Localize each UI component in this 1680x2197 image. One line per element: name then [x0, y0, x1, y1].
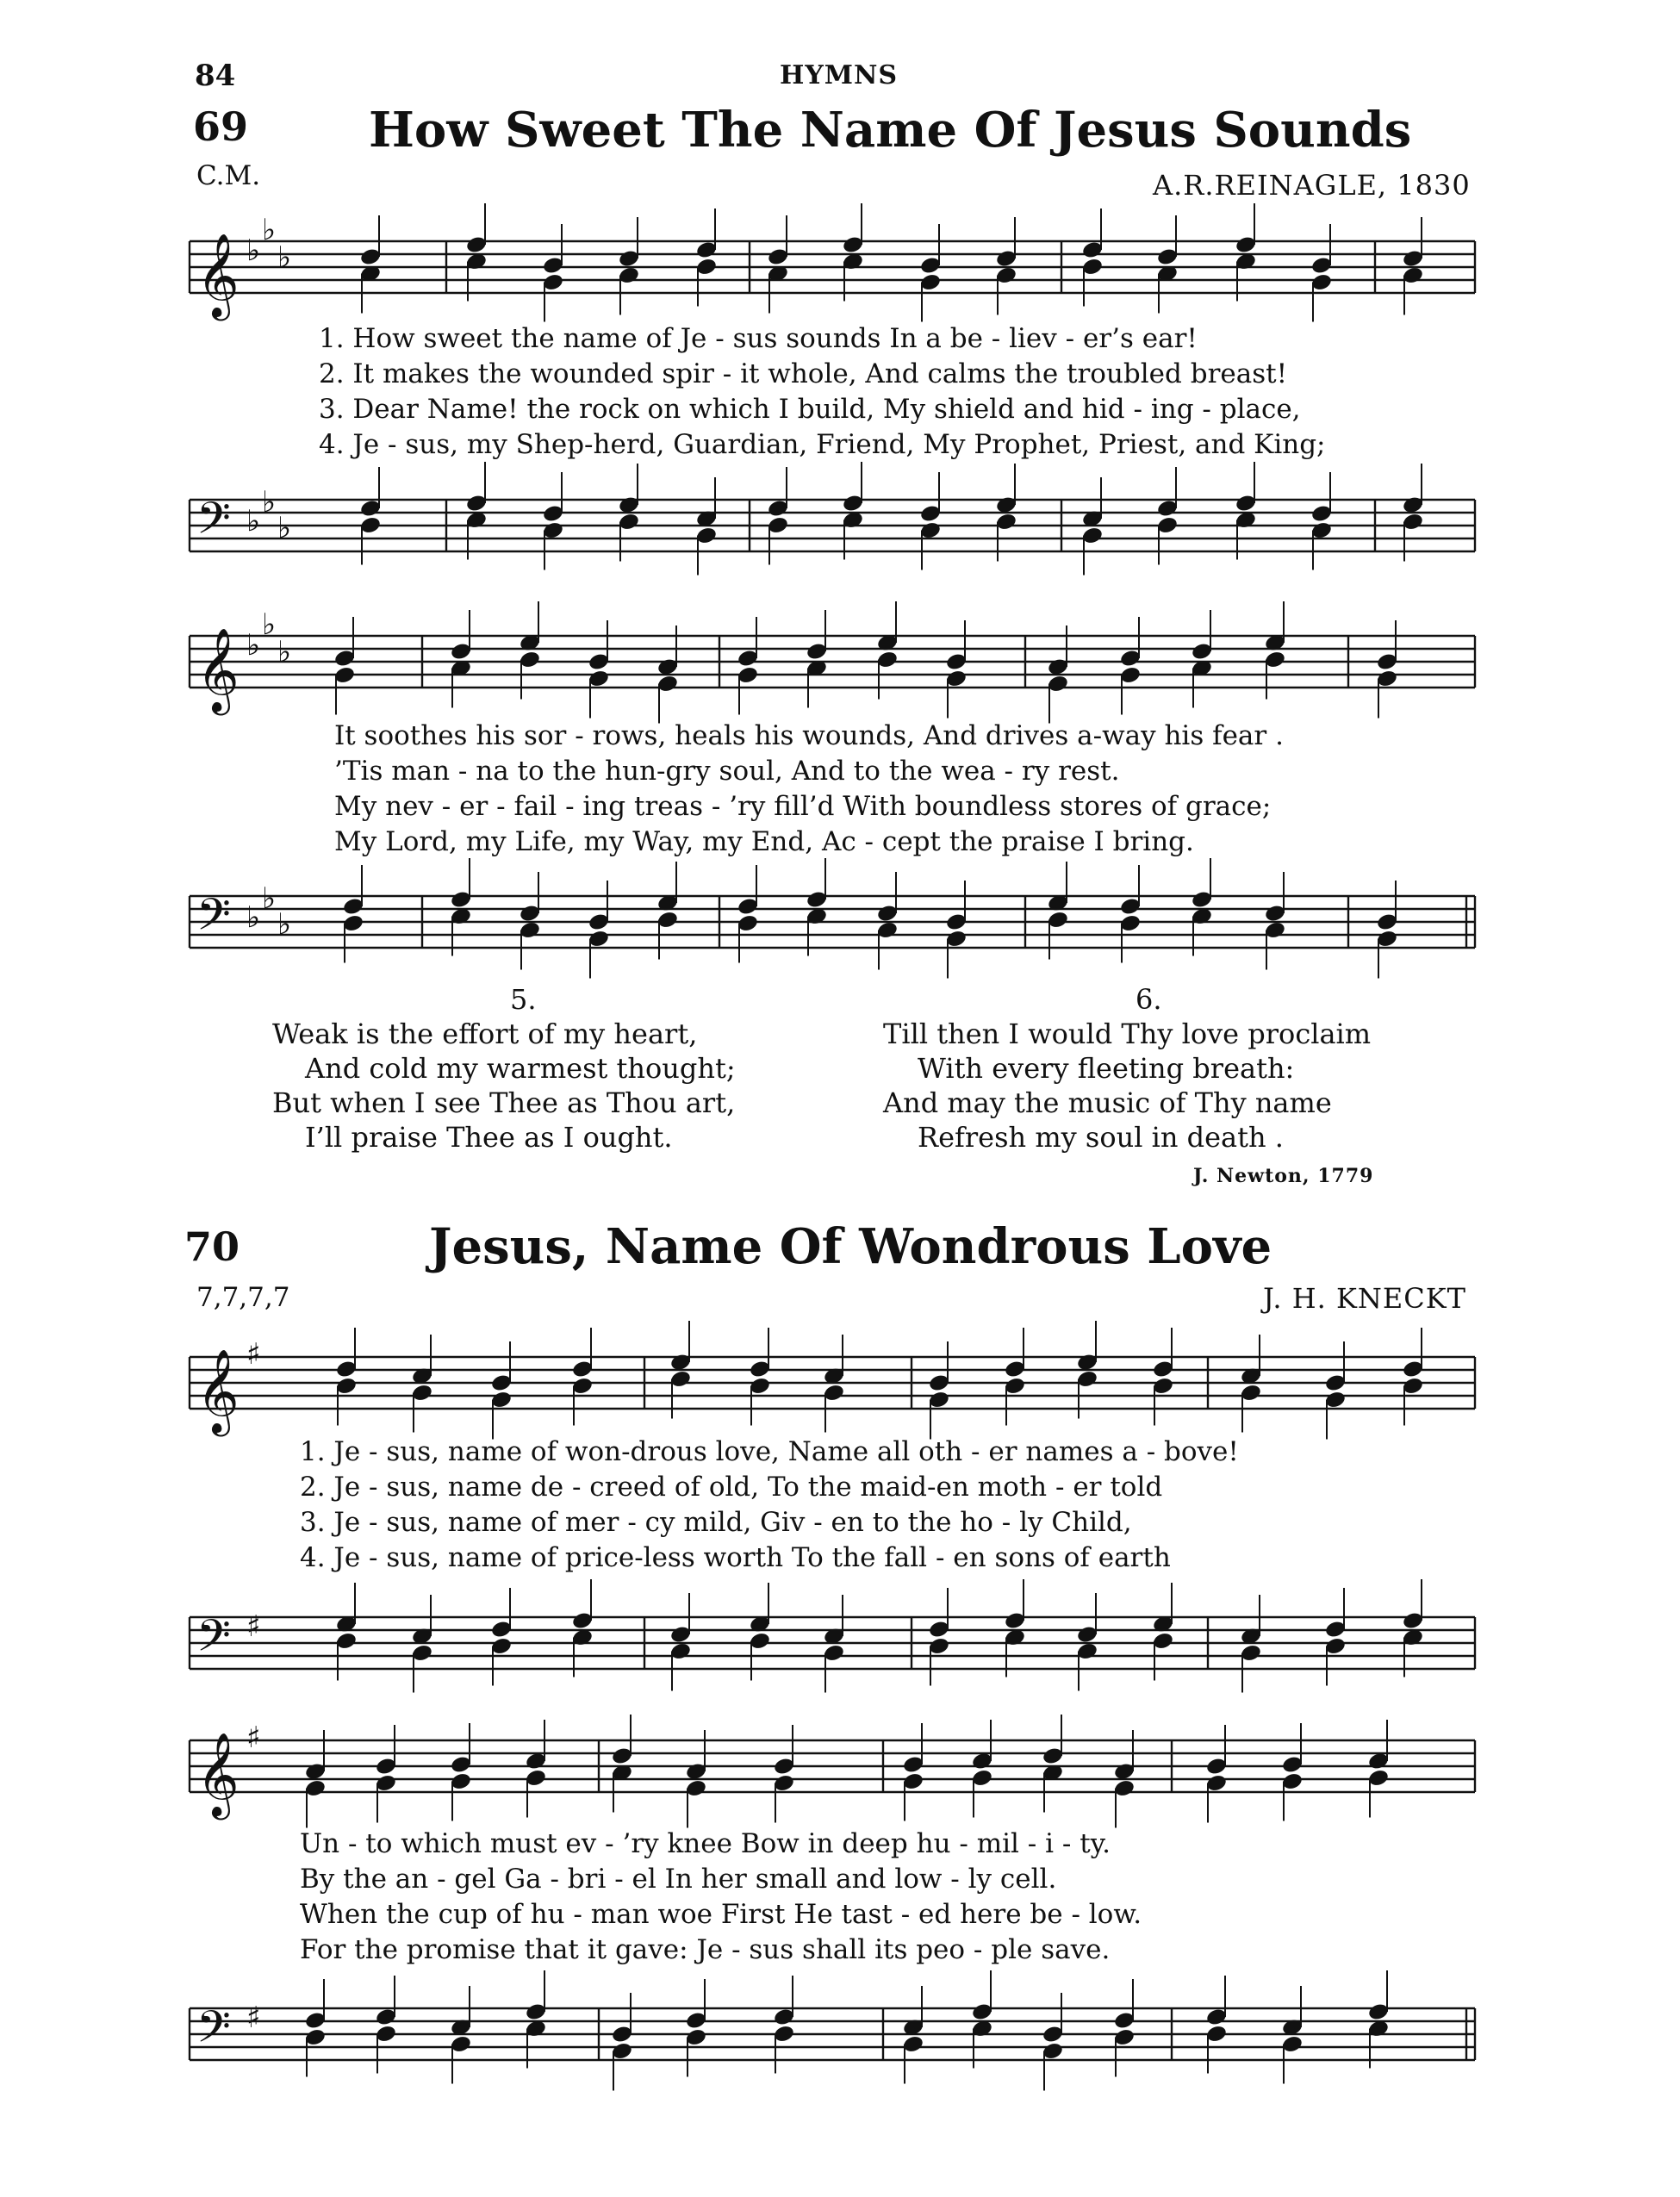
running-head: HYMNS: [780, 60, 899, 90]
bass-clef-icon: 𝄢: [196, 492, 231, 555]
flat-icon: ♭: [277, 240, 292, 275]
verse-line: ’Tis man - na to the hun-gry soul, And to the wea - ry rest.: [334, 756, 1120, 787]
sharp-icon: ♯: [246, 2001, 261, 2035]
hymn-70-number: 70: [184, 1223, 240, 1270]
bass-clef-icon: 𝄢: [196, 2001, 231, 2063]
clefs: [196, 213, 291, 2063]
flat-icon: ♭: [246, 233, 261, 268]
verse-5-number: 5.: [510, 983, 537, 1016]
verse-line: 2. It makes the wounded spir - it whole, And calms the troubled breast!: [319, 358, 1288, 389]
verse-line: 4. Je - sus, name of price-less worth To the fall - en sons of earth: [300, 1542, 1171, 1573]
verse-line: When the cup of hu - man woe First He tast - ed here be - low.: [300, 1899, 1142, 1930]
flat-icon: ♭: [246, 628, 261, 663]
sharp-icon: ♯: [246, 1721, 261, 1755]
verse-line: For the promise that it gave: Je - sus shall its peo - ple save.: [300, 1934, 1111, 1965]
treble-clef-icon: 𝄞: [196, 1348, 240, 1433]
flat-icon: ♭: [262, 881, 277, 916]
sharp-icon: ♯: [246, 1609, 261, 1644]
verse-line: And may the music of Thy name: [883, 1086, 1332, 1119]
verse-line: My Lord, my Life, my Way, my End, Ac - cept the praise I bring.: [334, 826, 1194, 857]
bass-clef-icon: 𝄢: [196, 1609, 231, 1672]
flat-icon: ♭: [277, 635, 292, 669]
verse-line: Weak is the effort of my heart,: [272, 1018, 698, 1050]
hymn-69-meter: C.M.: [196, 160, 261, 191]
verse-line: But when I see Thee as Thou art,: [272, 1086, 736, 1119]
sharp-icon: ♯: [246, 1337, 261, 1372]
treble-clef-icon: 𝄞: [196, 627, 240, 712]
hymn-70-meter: 7,7,7,7: [196, 1282, 290, 1313]
flat-icon: ♭: [246, 900, 261, 935]
verse-line: 4. Je - sus, my Shep-herd, Guardian, Friend, My Prophet, Priest, and King;: [319, 429, 1326, 460]
verse-line: Till then I would Thy love proclaim: [883, 1018, 1372, 1050]
flat-icon: ♭: [277, 511, 292, 545]
verse-line: With every fleeting breath:: [918, 1052, 1295, 1085]
hymn-70-composer: J. H. KNECKT: [1263, 1282, 1466, 1315]
verse-6-number: 6.: [1136, 983, 1162, 1016]
bass-clef-icon: 𝄢: [196, 888, 231, 951]
verse-line: Un - to which must ev - ’ry knee Bow in deep hu - mil - i - ty.: [300, 1828, 1111, 1859]
verse-line: 3. Dear Name! the rock on which I build, My shield and hid - ing - place,: [319, 394, 1301, 425]
treble-clef-icon: 𝄞: [196, 233, 240, 317]
hymn-70-title: Jesus, Name Of Wondrous Love: [429, 1218, 1272, 1275]
hymn-69-author: J. Newton, 1779: [1193, 1165, 1374, 1187]
page-number: 84: [195, 59, 236, 93]
verse-line: 1. How sweet the name of Je - sus sounds In a be - liev - er’s ear!: [319, 323, 1198, 354]
flat-icon: ♭: [262, 607, 277, 642]
verse-line: Refresh my soul in death .: [918, 1121, 1284, 1154]
verse-line: By the an - gel Ga - bri - el In her small and low - ly cell.: [300, 1864, 1057, 1895]
hymn-69-composer: A.R.REINAGLE, 1830: [1153, 169, 1471, 202]
verse-line: It soothes his sor - rows, heals his wounds, And drives a-way his fear .: [334, 720, 1284, 751]
hymn-69-number: 69: [193, 103, 249, 150]
verse-line: I’ll praise Thee as I ought.: [305, 1121, 673, 1154]
noteheads: [304, 203, 1424, 2091]
verse-line: And cold my warmest thought;: [305, 1052, 736, 1085]
verse-line: 3. Je - sus, name of mer - cy mild, Giv - en to the ho - ly Child,: [300, 1507, 1132, 1538]
hymn-69-title: How Sweet The Name Of Jesus Sounds: [369, 102, 1412, 159]
verse-line: 1. Je - sus, name of won-drous love, Name all oth - er names a - bove!: [300, 1436, 1239, 1467]
verse-line: My nev - er - fail - ing treas - ’ry fill’d With boundless stores of grace;: [334, 791, 1272, 822]
flat-icon: ♭: [262, 485, 277, 520]
treble-clef-icon: 𝄞: [196, 1732, 240, 1816]
flat-icon: ♭: [246, 504, 261, 538]
flat-icon: ♭: [262, 213, 277, 247]
verse-line: 2. Je - sus, name de - creed of old, To the maid-en moth - er told: [300, 1472, 1163, 1503]
flat-icon: ♭: [277, 907, 292, 942]
